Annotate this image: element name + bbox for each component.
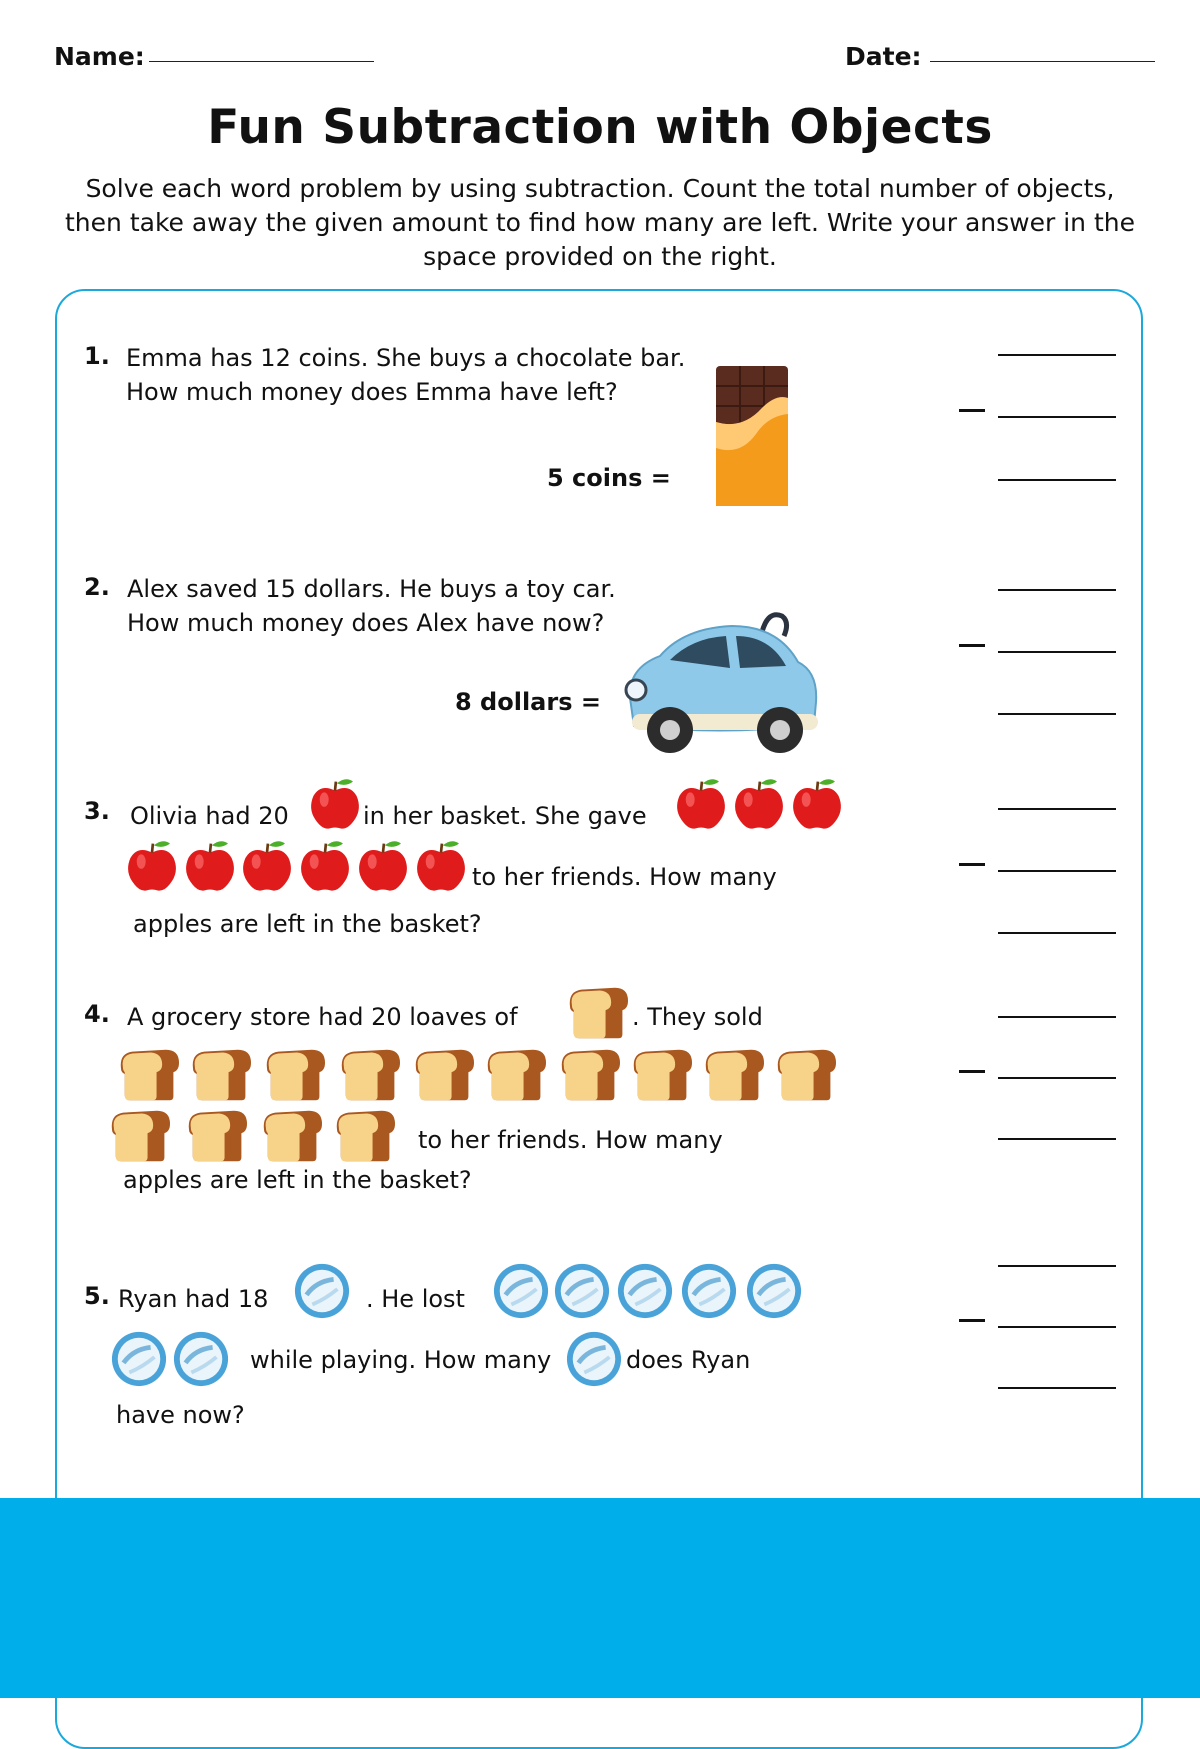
bread-icon (185, 1107, 251, 1165)
footer-band (0, 1498, 1200, 1698)
bread-icon (189, 1046, 255, 1104)
answer-line[interactable] (998, 713, 1116, 715)
apple-icon (356, 840, 410, 894)
bread-icon (108, 1107, 174, 1165)
minus-sign (959, 863, 985, 866)
answer-line[interactable] (998, 1387, 1116, 1389)
apple-icon (674, 778, 728, 832)
bread-icon (558, 1046, 624, 1104)
instructions: Solve each word problem by using subtraction. Count the total number of objects, then take away the given amount to find how many are left. Write your answer in the space provided on the right. (65, 174, 1135, 271)
problem-3-text-a: Olivia had 20 (130, 802, 289, 830)
bread-icon (263, 1046, 329, 1104)
bread-icon (566, 984, 632, 1042)
problem-4-text-d: apples are left in the basket? (123, 1166, 472, 1194)
bread-icon (412, 1046, 478, 1104)
bread-icon (630, 1046, 696, 1104)
marble-icon (293, 1262, 351, 1320)
problem-4-text-a: A grocery store had 20 loaves of (127, 1003, 518, 1031)
bread-icon (702, 1046, 768, 1104)
answer-line[interactable] (998, 1326, 1116, 1328)
answer-line[interactable] (998, 1077, 1116, 1079)
answer-line[interactable] (998, 808, 1116, 810)
chocolate-bar-icon (712, 364, 792, 508)
marble-icon (172, 1330, 230, 1388)
problem-5-text-a: Ryan had 18 (118, 1285, 269, 1313)
minus-sign (959, 1070, 985, 1073)
bread-icon (774, 1046, 840, 1104)
problem-1-price: 5 coins = (547, 464, 671, 492)
marble-icon (745, 1262, 803, 1320)
page-title: Fun Subtraction with Objects (207, 100, 993, 155)
toy-car-icon (612, 606, 824, 756)
problem-2-text: Alex saved 15 dollars. He buys a toy car. How much money does Alex have now? (127, 575, 616, 637)
marble-icon (680, 1262, 738, 1320)
problem-4-number: 4. (84, 1000, 110, 1028)
apple-icon (308, 778, 362, 832)
answer-line[interactable] (998, 589, 1116, 591)
problem-5-text-b: . He lost (366, 1285, 465, 1313)
minus-sign (959, 409, 985, 412)
apple-icon (125, 840, 179, 894)
date-label: Date: (845, 42, 922, 71)
marble-icon (492, 1262, 550, 1320)
answer-line[interactable] (998, 932, 1116, 934)
answer-line[interactable] (998, 1016, 1116, 1018)
problem-5-text-c: while playing. How many (250, 1346, 552, 1374)
problem-5-text-d: does Ryan (626, 1346, 751, 1374)
answer-line[interactable] (998, 416, 1116, 418)
problem-2-number: 2. (84, 573, 110, 601)
answer-line[interactable] (998, 479, 1116, 481)
minus-sign (959, 1319, 985, 1322)
answer-line[interactable] (998, 1265, 1116, 1267)
date-field[interactable] (930, 61, 1155, 62)
problem-4-text-c: to her friends. How many (418, 1126, 723, 1154)
answer-line[interactable] (998, 651, 1116, 653)
apple-icon (298, 840, 352, 894)
problem-3-text-c: to her friends. How many (472, 863, 777, 891)
bread-icon (260, 1107, 326, 1165)
marble-icon (110, 1330, 168, 1388)
apple-icon (414, 840, 468, 894)
problem-2-price: 8 dollars = (455, 688, 601, 716)
marble-icon (565, 1330, 623, 1388)
problem-1-text: Emma has 12 coins. She buys a chocolate bar. How much money does Emma have left? (126, 344, 686, 406)
answer-line[interactable] (998, 354, 1116, 356)
marble-icon (616, 1262, 674, 1320)
name-label: Name: (54, 42, 145, 71)
problem-5-number: 5. (84, 1282, 110, 1310)
bread-icon (338, 1046, 404, 1104)
minus-sign (959, 644, 985, 647)
bread-icon (333, 1107, 399, 1165)
problem-5-text-e: have now? (116, 1401, 245, 1429)
marble-icon (553, 1262, 611, 1320)
answer-line[interactable] (998, 1138, 1116, 1140)
bread-icon (484, 1046, 550, 1104)
name-field[interactable] (149, 61, 374, 62)
bread-icon (117, 1046, 183, 1104)
apple-icon (732, 778, 786, 832)
apple-icon (183, 840, 237, 894)
problem-1-number: 1. (84, 342, 110, 370)
apple-icon (240, 840, 294, 894)
answer-line[interactable] (998, 870, 1116, 872)
problem-4-text-b: . They sold (632, 1003, 763, 1031)
problem-3-text-b: in her basket. She gave (363, 802, 647, 830)
apple-icon (790, 778, 844, 832)
problem-3-text-d: apples are left in the basket? (133, 910, 482, 938)
problem-3-number: 3. (84, 797, 110, 825)
